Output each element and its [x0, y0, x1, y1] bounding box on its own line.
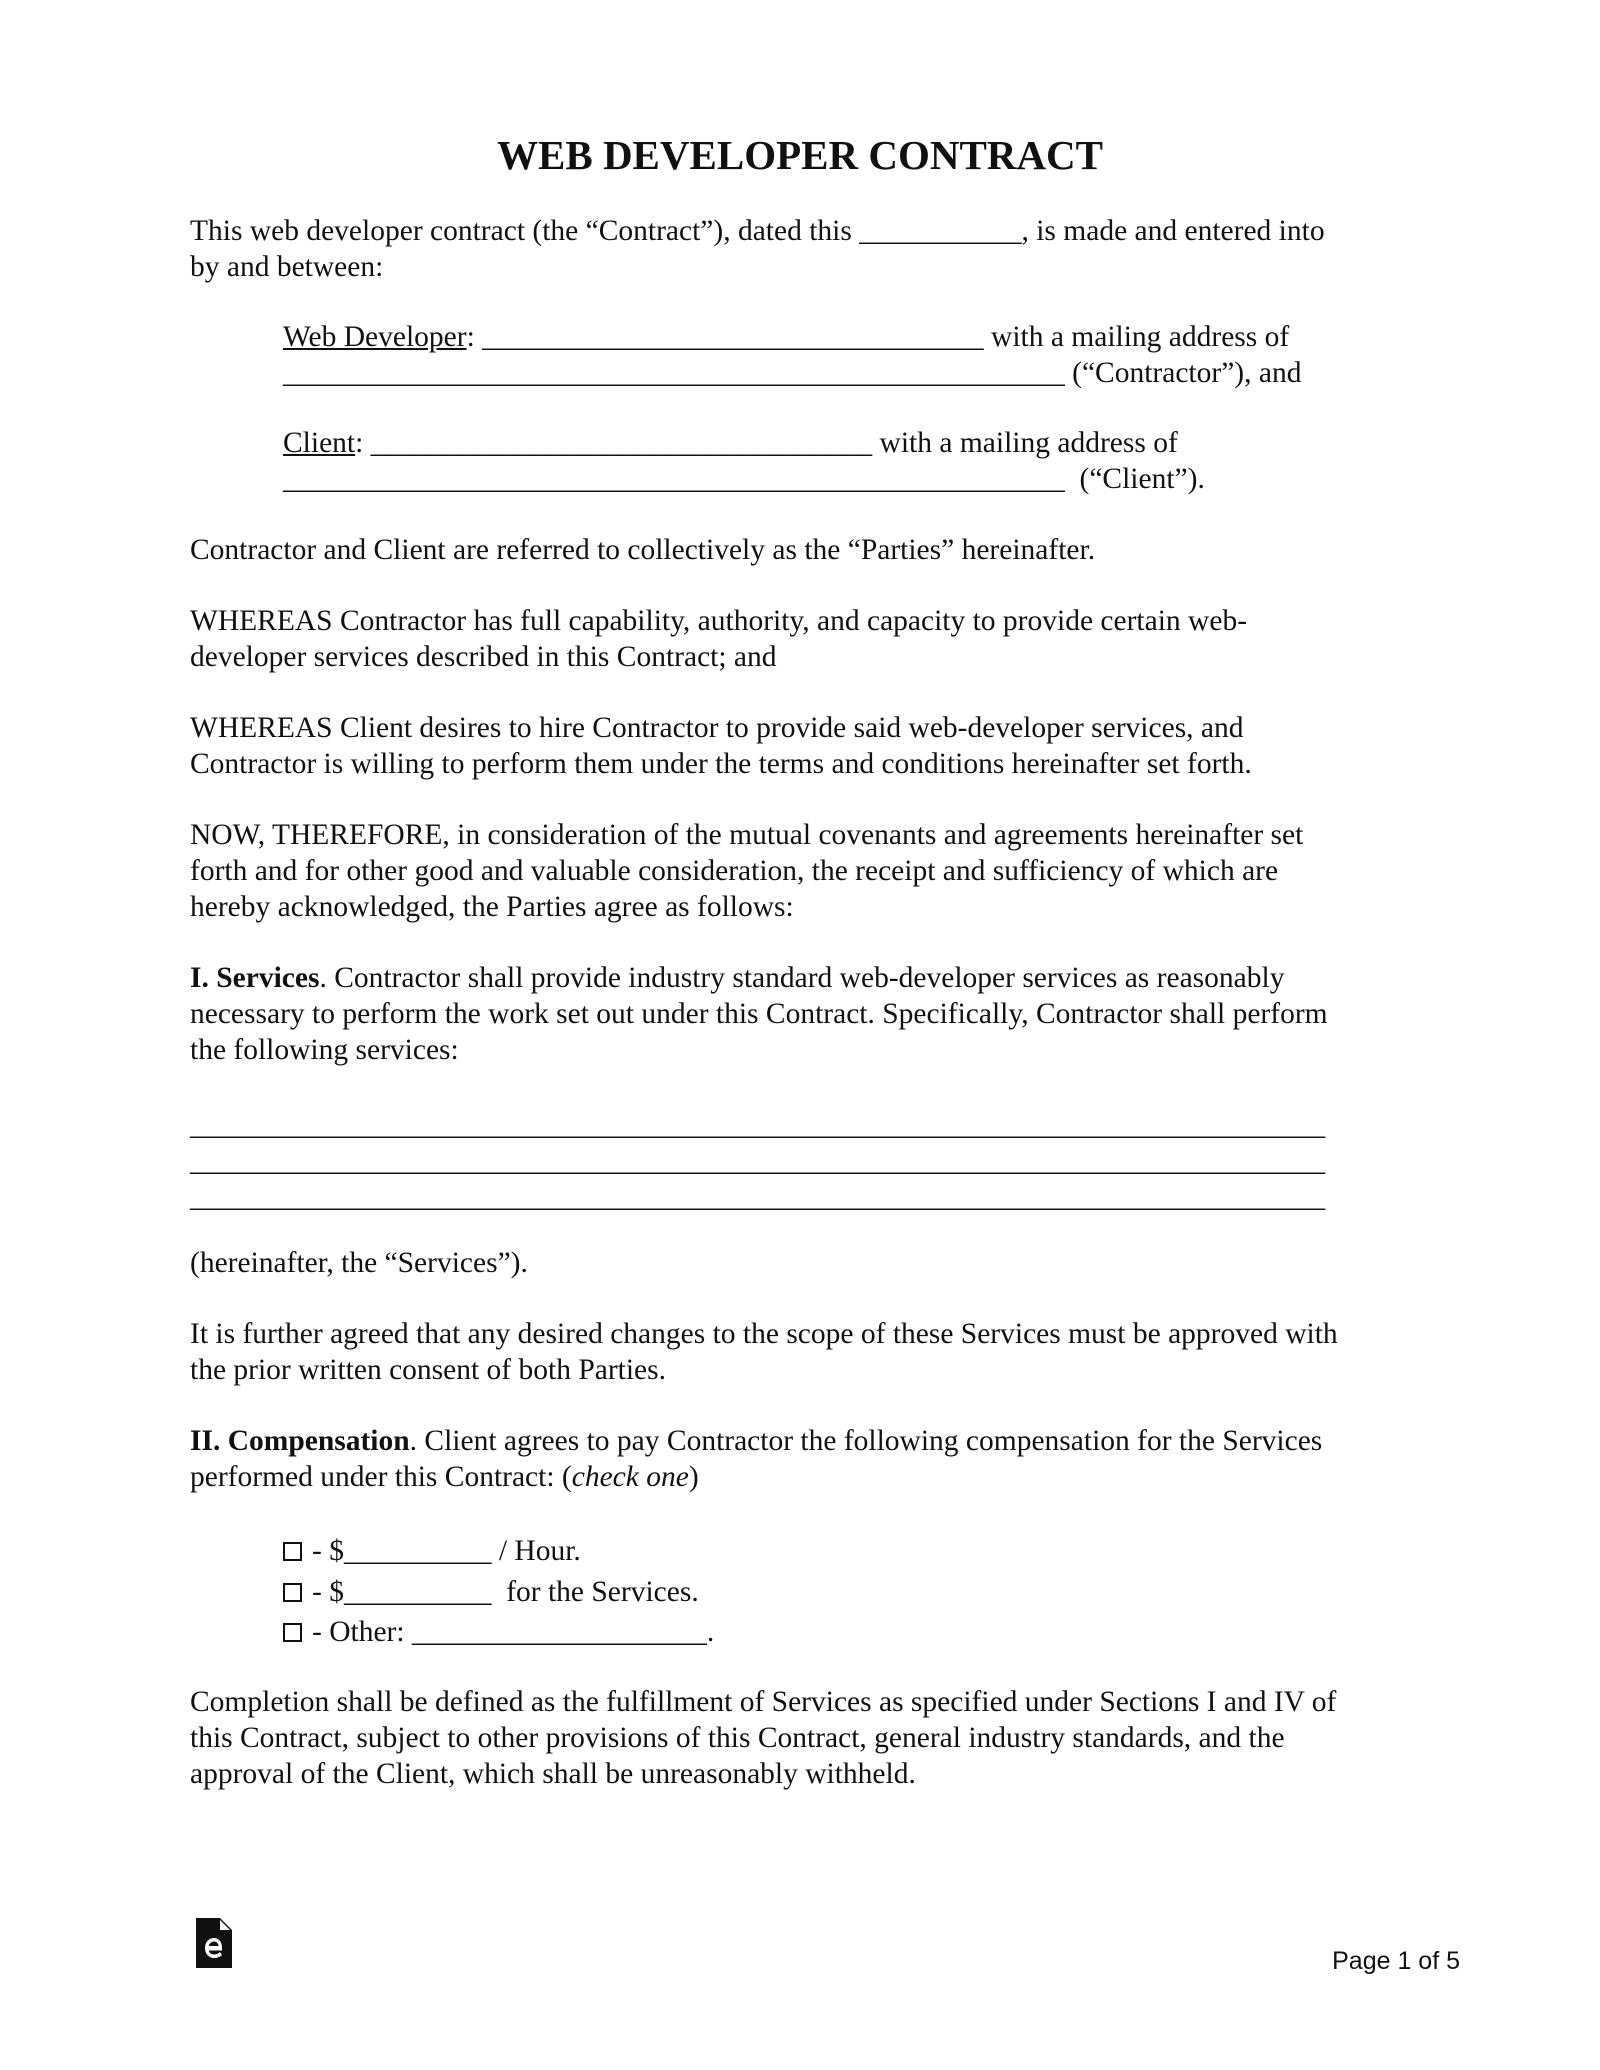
client-line-1	[283, 425, 1178, 461]
whereas1-line-2: developer services described in this Contract; and	[190, 641, 777, 673]
compensation-check-one: check one	[571, 1461, 689, 1493]
intro-line-2: by and between:	[190, 251, 384, 283]
client-line-1-rest: : __________________________________ with a mailing address of	[355, 427, 1178, 459]
other-option-text: - Other: ____________________.	[312, 1616, 715, 1648]
therefore-line-3: hereby acknowledged, the Parties agree as follows:	[190, 891, 794, 923]
compensation-line-2-end: )	[688, 1461, 699, 1493]
document-title: WEB DEVELOPER CONTRACT	[497, 132, 1103, 178]
parties-text: Contractor and Client are referred to collectively as the “Parties” hereinafter.	[190, 534, 1096, 566]
client-label: Client	[283, 427, 356, 459]
intro-line-1: This web developer contract (the “Contract”), dated this ___________, is made and entered into	[190, 215, 1325, 247]
compensation-option-hourly	[283, 1533, 581, 1569]
services-hereinafter: (hereinafter, the “Services”).	[190, 1247, 528, 1279]
compensation-heading: II. Compensation	[190, 1425, 410, 1457]
compensation-option-flat	[283, 1574, 699, 1610]
services-line-1-rest: . Contractor shall provide industry standard web-developer services as reasonably	[319, 962, 1285, 994]
services-heading: I. Services	[190, 962, 320, 994]
page-number: Page 1 of 5	[1332, 1947, 1460, 1975]
hourly-option-text: - $__________ / Hour.	[312, 1535, 581, 1567]
other-checkbox[interactable]	[283, 1623, 302, 1642]
developer-label: Web Developer	[283, 321, 467, 353]
client-line-2: _____________________________________________________ (“Client”).	[283, 463, 1205, 495]
compensation-line-1-rest: . Client agrees to pay Contractor the following compensation for the Services	[409, 1425, 1323, 1457]
compensation-line-2	[190, 1459, 1425, 1495]
completion-line-2: this Contract, subject to other provisions of this Contract, general industry standards, and the	[190, 1722, 1285, 1754]
services-changes-line-1: It is further agreed that any desired changes to the scope of these Services must be approved with	[190, 1318, 1338, 1350]
eforms-logo-icon	[196, 1918, 232, 1968]
flat-fee-checkbox[interactable]	[283, 1583, 302, 1602]
hourly-checkbox[interactable]	[283, 1542, 302, 1561]
flat-option-text: - $__________ for the Services.	[312, 1576, 699, 1608]
whereas2-line-2: Contractor is willing to perform them under the terms and conditions hereinafter set forth.	[190, 748, 1252, 780]
services-changes-line-2: the prior written consent of both Parties.	[190, 1354, 666, 1386]
whereas1-line-1: WHEREAS Contractor has full capability, authority, and capacity to provide certain web-	[190, 605, 1248, 637]
compensation-line-1	[190, 1423, 1425, 1459]
services-blank-1[interactable]: ______________________________________________________________________________	[190, 1109, 1325, 1141]
therefore-line-1: NOW, THEREFORE, in consideration of the mutual covenants and agreements hereinafter set	[190, 819, 1304, 851]
developer-line-1-rest: : __________________________________ with a mailing address of	[466, 321, 1290, 353]
services-line-3: the following services:	[190, 1034, 459, 1066]
therefore-line-2: forth and for other good and valuable consideration, the receipt and sufficiency of which are	[190, 855, 1279, 887]
whereas2-line-1: WHEREAS Client desires to hire Contractor to provide said web-developer services, and	[190, 712, 1244, 744]
completion-line-1: Completion shall be defined as the fulfillment of Services as specified under Sections I and IV of	[190, 1686, 1337, 1718]
services-blank-3[interactable]: ______________________________________________________________________________	[190, 1181, 1325, 1213]
compensation-option-other	[283, 1614, 714, 1650]
services-line-1	[190, 960, 1425, 996]
services-blank-2[interactable]: ______________________________________________________________________________	[190, 1145, 1325, 1177]
compensation-line-2-start: performed under this Contract: (	[190, 1461, 572, 1493]
developer-line-1	[283, 319, 1289, 355]
services-line-2: necessary to perform the work set out under this Contract. Specifically, Contractor shall perform	[190, 998, 1328, 1030]
completion-line-3: approval of the Client, which shall be unreasonably withheld.	[190, 1758, 916, 1790]
developer-line-2: _____________________________________________________ (“Contractor”), and	[283, 357, 1302, 389]
